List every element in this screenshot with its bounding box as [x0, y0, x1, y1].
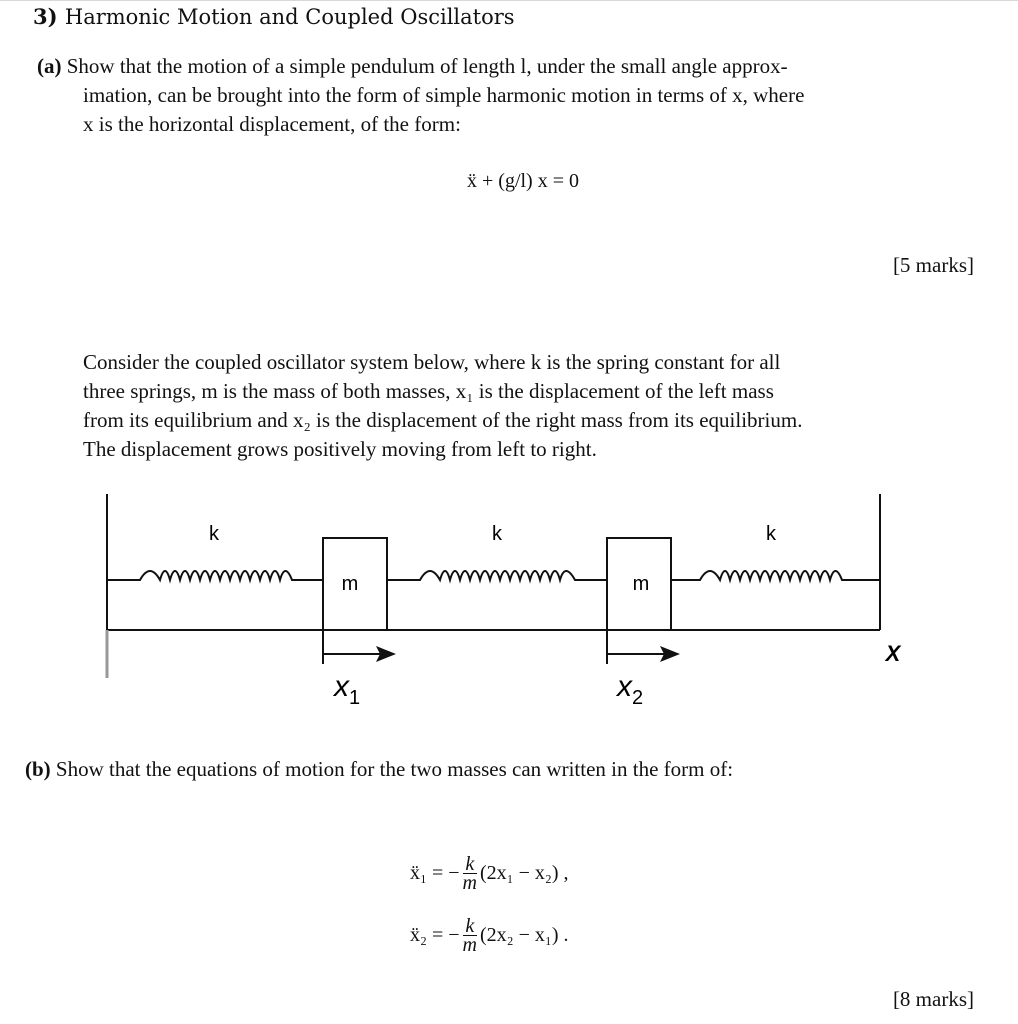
part-a-line2: imation, can be brought into the form of simple harmonic motion in terms of x, where: [83, 83, 805, 107]
part-a-line3: x is the horizontal displacement, of the form:: [83, 112, 461, 136]
eq2-lhs: ẍ₂ = −: [410, 923, 460, 946]
eq1-fraction: [462, 852, 477, 894]
coupled-oscillator-diagram: [0, 480, 1018, 740]
mass-label-left: m: [341, 573, 359, 595]
top-rule: [0, 0, 1018, 1]
x2-label-main: x: [617, 670, 632, 703]
spring-label-middle: k: [492, 523, 502, 545]
part-b-label: (b): [25, 757, 51, 781]
equation-2: [410, 904, 569, 966]
part-a-text: [37, 52, 982, 139]
equation-1: [410, 842, 569, 904]
question-number: 3): [33, 4, 58, 29]
spring-right: [671, 571, 880, 580]
consider-paragraph: [83, 348, 983, 464]
eq1-frac-den: m: [462, 871, 477, 894]
x1-label: [332, 670, 360, 709]
x2-label-sub: 2: [632, 687, 644, 709]
eq1-rhs: (2x₁ − x₂) ,: [479, 861, 569, 884]
spring-middle: [387, 571, 607, 580]
pendulum-equation: ẍ + (g/l) x = 0: [467, 170, 579, 192]
part-b-text: [25, 757, 733, 782]
part-a-line1: Show that the motion of a simple pendulum of length l, under the small angle approx-: [66, 54, 788, 78]
spring-label-left: k: [209, 523, 219, 545]
eq1-lhs: ẍ₁ = −: [410, 861, 460, 884]
question-title: Harmonic Motion and Coupled Oscillators: [64, 5, 515, 29]
part-a-label: (a): [37, 54, 62, 78]
consider-line3: from its equilibrium and x₂ is the displacement of the right mass from its equilibrium.: [83, 408, 803, 432]
eq2-fraction: [462, 914, 477, 956]
spring-left: [107, 571, 323, 580]
part-b-marks: [8 marks]: [892, 987, 974, 1011]
equations-of-motion: [410, 842, 569, 966]
mass-label-right: m: [632, 573, 650, 595]
consider-line2: three springs, m is the mass of both masses, x₁ is the displacement of the left mass: [83, 379, 774, 403]
part-a-marks: [5 marks]: [892, 253, 974, 277]
question-heading: [33, 4, 515, 29]
consider-line1: Consider the coupled oscillator system below, where k is the spring constant for all: [83, 350, 781, 374]
eq2-frac-num: k: [463, 917, 477, 936]
eq1-frac-num: k: [463, 855, 477, 874]
spring-label-right: k: [766, 523, 776, 545]
x1-label-sub: 1: [349, 687, 361, 709]
eq2-frac-den: m: [462, 933, 477, 956]
consider-line4: The displacement grows positively moving from left to right.: [83, 437, 597, 461]
eq2-rhs: (2x₂ − x₁) .: [479, 923, 569, 946]
x2-label: [615, 670, 643, 709]
part-b-prompt: Show that the equations of motion for the two masses can written in the form of:: [55, 757, 734, 781]
axis-label: X: [885, 641, 901, 666]
x1-label-main: x: [334, 670, 349, 703]
